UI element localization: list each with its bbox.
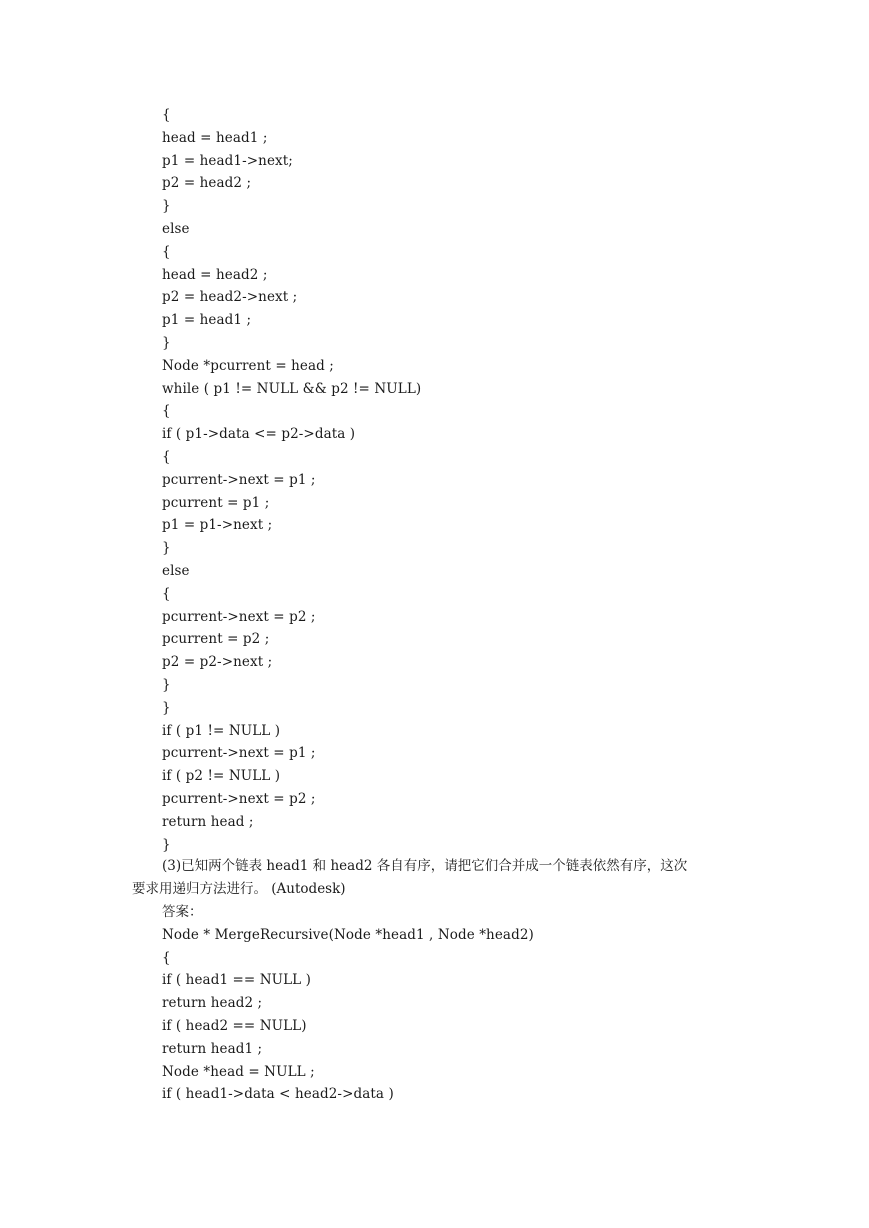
code-line: {	[162, 448, 171, 465]
code-line: p2 = head2->next ;	[162, 289, 298, 306]
code-line: return head1 ;	[162, 1040, 263, 1057]
code-line: }	[162, 198, 171, 215]
question-line-1: (3)已知两个链表 head1 和 head2 各自有序，请把它们合并成一个链表依然有序，这次	[162, 858, 688, 874]
code-line: Node *head = NULL ;	[162, 1063, 315, 1080]
question-line-2: 要求用递归方法进行。 (Autodesk)	[132, 880, 346, 897]
code-line: p1 = head1 ;	[162, 312, 252, 329]
answer-label: 答案：	[162, 904, 203, 920]
code-line: Node *pcurrent = head ;	[162, 357, 334, 374]
code-line: }	[162, 540, 171, 557]
code-line: }	[162, 836, 171, 853]
code-block-merge-iterative	[162, 104, 802, 856]
code-line: {	[162, 243, 171, 260]
code-line: pcurrent->next = p1 ;	[162, 745, 316, 762]
code-line: head = head2 ;	[162, 266, 268, 283]
code-line: {	[162, 585, 171, 602]
code-line: if ( p2 != NULL )	[162, 768, 281, 785]
code-line: {	[162, 107, 171, 123]
code-line: if ( head1 == NULL )	[162, 972, 312, 989]
code-line: return head ;	[162, 813, 254, 830]
code-line: if ( p1->data <= p2->data )	[162, 426, 356, 443]
code-line: p1 = p1->next ;	[162, 517, 273, 534]
code-line: else	[162, 562, 190, 579]
code-line: while ( p1 != NULL && p2 != NULL)	[162, 380, 422, 397]
code-line: else	[162, 220, 190, 237]
code-line: pcurrent->next = p1 ;	[162, 471, 316, 488]
code-line: }	[162, 699, 171, 716]
code-line: return head2 ;	[162, 995, 263, 1012]
code-line: head = head1 ;	[162, 129, 268, 146]
code-line: p1 = head1->next;	[162, 152, 293, 169]
question-paragraph	[132, 855, 772, 901]
code-line: }	[162, 334, 171, 351]
code-line: {	[162, 403, 171, 420]
code-line: {	[162, 949, 171, 966]
code-line: pcurrent = p2 ;	[162, 631, 270, 648]
code-line: pcurrent->next = p2 ;	[162, 790, 316, 807]
answer-block	[162, 901, 802, 1106]
code-line: Node * MergeRecursive(Node *head1 , Node *head2)	[162, 926, 534, 943]
code-line: pcurrent->next = p2 ;	[162, 608, 316, 625]
code-line: pcurrent = p1 ;	[162, 494, 270, 511]
code-line: p2 = head2 ;	[162, 175, 252, 192]
code-line: p2 = p2->next ;	[162, 654, 273, 671]
code-line: }	[162, 676, 171, 693]
code-line: if ( head2 == NULL)	[162, 1017, 307, 1034]
code-line: if ( p1 != NULL )	[162, 722, 281, 739]
code-line: if ( head1->data < head2->data )	[162, 1086, 394, 1103]
